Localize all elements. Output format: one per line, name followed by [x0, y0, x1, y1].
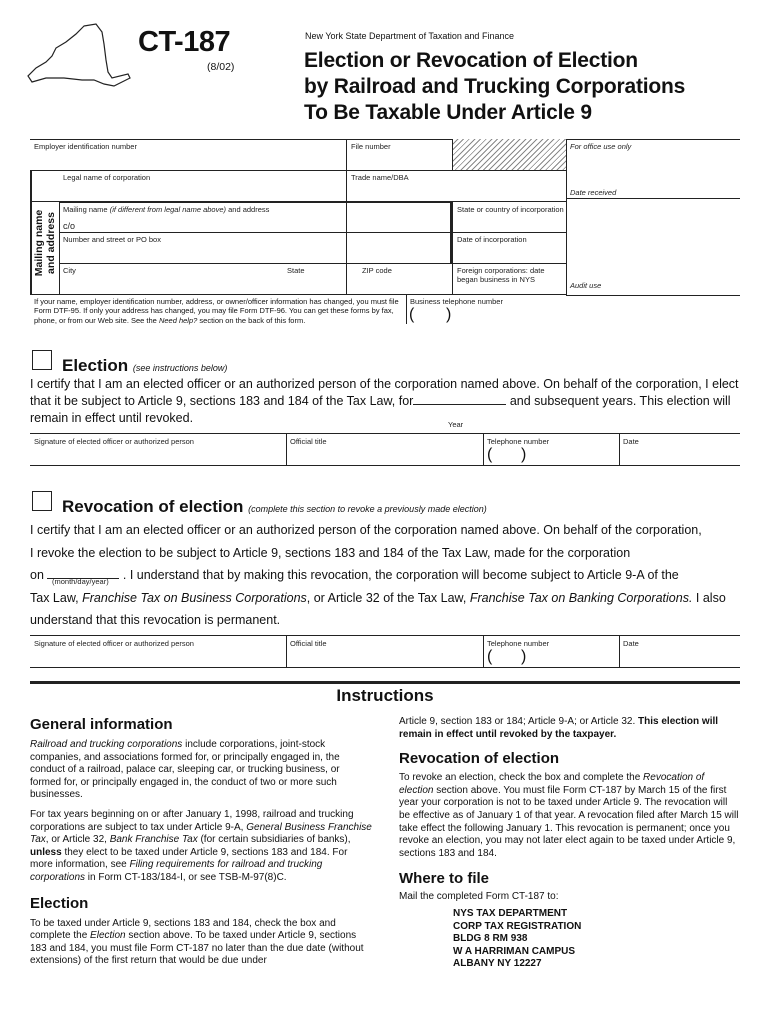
new-york-state-outline-icon [24, 22, 132, 94]
business-phone-input[interactable]: ( ) [409, 306, 452, 323]
revocation-phone-label: Telephone number [487, 639, 550, 648]
revocation-phone-input[interactable]: ( ) [487, 648, 527, 665]
general-information-heading: General information [30, 716, 173, 733]
mailing-address: NYS TAX DEPARTMENT CORP TAX REGISTRATION BLDG 8 RM 938 W A HARRIMAN CAMPUS ALBANY NY 12227 [453, 907, 582, 970]
election-instructions-heading: Election [30, 894, 89, 912]
instructions-left-column [30, 716, 372, 968]
general-information-paragraph-2: For tax years beginning on or after January 1, 1998, railroad and trucking corporations are subject to tax under Article 9-A, General Business Franchise Tax, or Article 32, Bank Franchise Tax (for certain subsidiaries of banks), unless they elect to be taxed under Article 9, sections 183 and 184. For more information, see Filing requirements for railroad and trucking corporations in Form CT-183/184-I, or see TSB-M-97(8)C. [30, 808, 372, 883]
zip-label: ZIP code [362, 266, 392, 275]
revocation-instructions-paragraph: To revoke an election, check the box and complete the Revocation of election section above. You must file Form CT-187 by March 15 of the first year your corporation is not to be taxed under Article 9. The revocation will be effective as of January 1 of that year. A revocation filed after March 15 will take effect the following January 1. This revocation is permanent; once you revoke an election, you may not later elect again to be taxed under Article 9, sections 183 and 184. [399, 772, 739, 859]
address-change-note: If your name, employer identification number, address, or owner/officer information has changed, you must file Form DTF-95. If only your address has changed, you may file Form DTF-96. You can get these forms by fax, phone, or from our Web site. See the Need help? section on the back of this form. [34, 297, 399, 325]
election-title-label: Official title [290, 437, 327, 446]
city-state-zip-input[interactable] [60, 275, 450, 293]
month-day-year-hint: (month/day/year) [52, 577, 109, 586]
revocation-title-label: Official title [290, 639, 327, 648]
revocation-date-label: Date [623, 639, 639, 648]
file-number-label: File number [351, 142, 391, 151]
trade-name-input[interactable] [347, 170, 566, 201]
foreign-corp-date-label: Foreign corporations: date began business in NYS [457, 266, 545, 284]
election-checkbox[interactable] [32, 350, 52, 370]
date-incorporation-label: Date of incorporation [457, 235, 527, 244]
date-incorporation-input[interactable] [453, 244, 566, 262]
state-incorporation-label: State or country of incorporation [457, 205, 564, 214]
legal-name-label: Legal name of corporation [63, 173, 151, 182]
revocation-signature-label: Signature of elected officer or authorized person [34, 639, 194, 648]
election-heading: Election (see instructions below) [62, 356, 228, 375]
election-instructions-paragraph: To be taxed under Article 9, sections 183 and 184, check the box and complete the Election section above. To be taxed under Article 9, sections 183 and 184, you must file Form CT-187 no later than the due date (without extensions) of the first return that would be due under [30, 917, 364, 967]
state-incorporation-input[interactable] [453, 214, 566, 232]
mailing-name-side-label: Mailing name and address [33, 209, 57, 277]
ein-label: Employer identification number [34, 142, 137, 151]
revocation-heading: Revocation of election (complete this section to revoke a previously made election) [62, 497, 487, 516]
date-received-label: Date received [570, 188, 617, 197]
revocation-title-input[interactable] [288, 648, 482, 666]
audit-use-label: Audit use [570, 281, 602, 290]
election-title-input[interactable] [288, 446, 482, 464]
form-number: CT-187 [138, 26, 231, 58]
where-to-file-heading: Where to file [399, 870, 490, 888]
care-of-label: c/o [63, 221, 76, 231]
general-information-paragraph-1: Railroad and trucking corporations include corporations, joint-stock companies, and associations formed for, or principally engaged in, the conduct of a railroad, palace car, sleeping car, or trucking business, or formed for, or principally engaged in, the conduct of two or more such businesses. [30, 739, 340, 801]
page-title: Election or Revocation of Election by Railroad and Trucking Corporations To Be Taxable Under Article 9 [304, 49, 686, 124]
election-date-label: Date [623, 437, 639, 446]
revocation-signature-row [30, 635, 740, 668]
where-to-file-text: Mail the completed Form CT-187 to: [399, 891, 559, 903]
revocation-certification-text: I certify that I am an elected officer or an authorized person of the corporation named above. On behalf of the corporation, I revoke the election to be subject to Article 9, sections 183 and 184 of the Tax Law, made for the corporation on . I understand that by making this revocation, the corporation will become subject to Article 9-A of the Tax Law, Franchise Tax on Business Corporations, or Article 32 of the Tax Law, Franchise Tax on Banking Corporations. I also understand that this revocation is permanent. [30, 523, 726, 627]
election-continued-paragraph: Article 9, section 183 or 184; Article 9-A; or Article 32. This election will remain in effect until revoked by the taxpayer. [399, 716, 719, 740]
mailing-name-input[interactable] [60, 215, 450, 233]
business-phone-label: Business telephone number [410, 297, 503, 306]
street-input[interactable] [60, 244, 450, 262]
trade-name-label: Trade name/DBA [351, 173, 409, 182]
instructions-divider [30, 681, 740, 684]
revocation-checkbox[interactable] [32, 491, 52, 511]
instructions-heading: Instructions [336, 686, 434, 705]
revocation-date-field[interactable] [621, 648, 738, 666]
form-revision: (8/02) [207, 61, 235, 73]
city-label: City [63, 266, 76, 275]
revocation-instructions-heading: Revocation of election [399, 750, 560, 768]
mailing-name-label: Mailing name (if different from legal name above) and address [63, 205, 270, 214]
election-signature-row [30, 433, 740, 466]
election-certification-text: I certify that I am an elected officer or an authorized person of the corporation named above. On behalf of the corporation, I elect that it be subject to Article 9, sections 183 and 184 of the Tax Law, for and subsequent years. This election will remain in effect until revoked. [30, 377, 739, 425]
election-year-input[interactable] [413, 395, 506, 405]
election-phone-label: Telephone number [487, 437, 550, 446]
election-signature-input[interactable] [32, 446, 284, 464]
file-number-input[interactable] [347, 152, 452, 170]
election-signature-label: Signature of elected officer or authorized person [34, 437, 194, 446]
election-phone-input[interactable]: ( ) [487, 446, 527, 463]
agency-name: New York State Department of Taxation and Finance [305, 31, 514, 41]
revocation-signature-input[interactable] [32, 648, 284, 666]
year-label: Year [448, 420, 464, 429]
state-label: State [287, 266, 305, 275]
office-use-label: For office use only [570, 142, 632, 151]
instructions-right-column [399, 716, 741, 971]
election-date-input[interactable] [621, 446, 738, 464]
street-label: Number and street or PO box [63, 235, 161, 244]
office-use-hatched-box [452, 139, 566, 170]
legal-name-input[interactable] [60, 170, 346, 201]
ein-input[interactable] [30, 139, 350, 170]
